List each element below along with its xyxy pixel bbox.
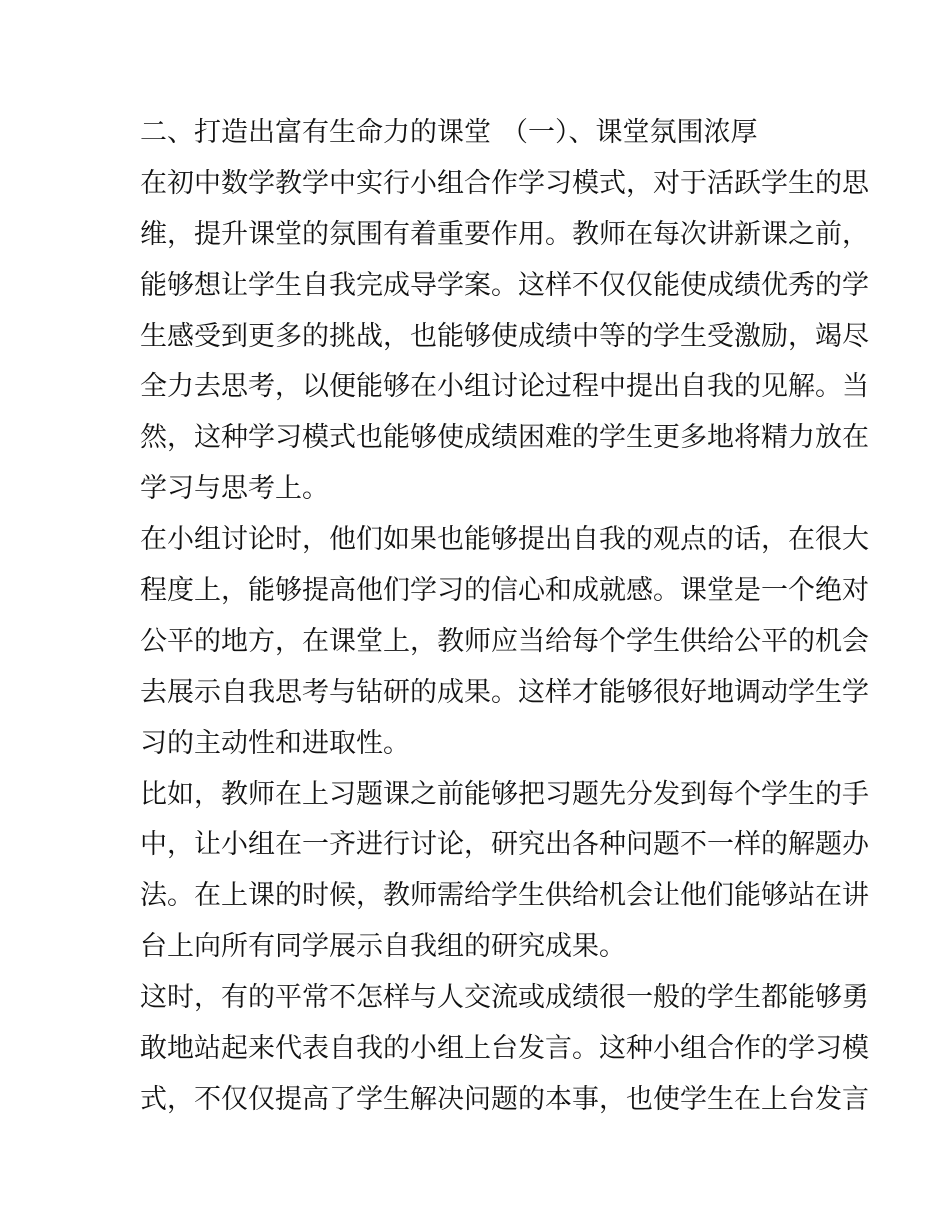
paragraph [140, 770, 869, 974]
paragraph [140, 973, 869, 1126]
section-title: 二、打造出富有生命力的课堂 [140, 117, 491, 148]
text-line: 比如，教师在上习题课之前能够把习题先分发到每个学生的手 [140, 778, 869, 810]
text-line: 敢地站起来代表自我的小组上台发言。这种小组合作的学习模 [140, 1033, 869, 1065]
text-line: 程度上，能够提高他们学习的信心和成就感。课堂是一个绝对 [140, 575, 869, 607]
text-line: 台上向所有同学展示自我组的研究成果。 [140, 931, 626, 963]
text-line: 在小组讨论时，他们如果也能够提出自我的观点的话，在很大 [140, 524, 869, 556]
text-line: 能够想让学生自我完成导学案。这样不仅仅能使成绩优秀的学 [140, 269, 869, 301]
text-line: 法。在上课的时候，教师需给学生供给机会让他们能够站在讲 [140, 880, 869, 912]
text-line: 全力去思考，以便能够在小组讨论过程中提出自我的见解。当 [140, 371, 869, 403]
text-line: 维，提升课堂的氛围有着重要作用。教师在每次讲新课之前， [140, 218, 869, 250]
text-line: 公平的地方，在课堂上，教师应当给每个学生供给公平的机会 [140, 625, 869, 657]
document-body [140, 108, 869, 1126]
text-line: 学习与思考上。 [140, 473, 329, 505]
section-heading [140, 108, 820, 159]
text-line: 然，这种学习模式也能够使成绩困难的学生更多地将精力放在 [140, 422, 869, 454]
paragraph [140, 159, 869, 515]
text-line: 习的主动性和进取性。 [140, 727, 410, 759]
text-line: 中，让小组在一齐进行讨论，研究出各种问题不一样的解题办 [140, 829, 869, 861]
paragraph [140, 515, 869, 769]
text-line: 在初中数学教学中实行小组合作学习模式，对于活跃学生的思 [140, 167, 869, 199]
text-line: 这时，有的平常不怎样与人交流或成绩很一般的学生都能够勇 [140, 982, 869, 1014]
text-line: 去展示自我思考与钻研的成果。这样才能够很好地调动学生学 [140, 676, 869, 708]
text-line: 式，不仅仅提高了学生解决问题的本事，也使学生在上台发言 [140, 1083, 869, 1115]
text-line: 生感受到更多的挑战，也能够使成绩中等的学生受激励，竭尽 [140, 320, 869, 352]
subsection-title: （一）、课堂氛围浓厚 [501, 117, 758, 148]
